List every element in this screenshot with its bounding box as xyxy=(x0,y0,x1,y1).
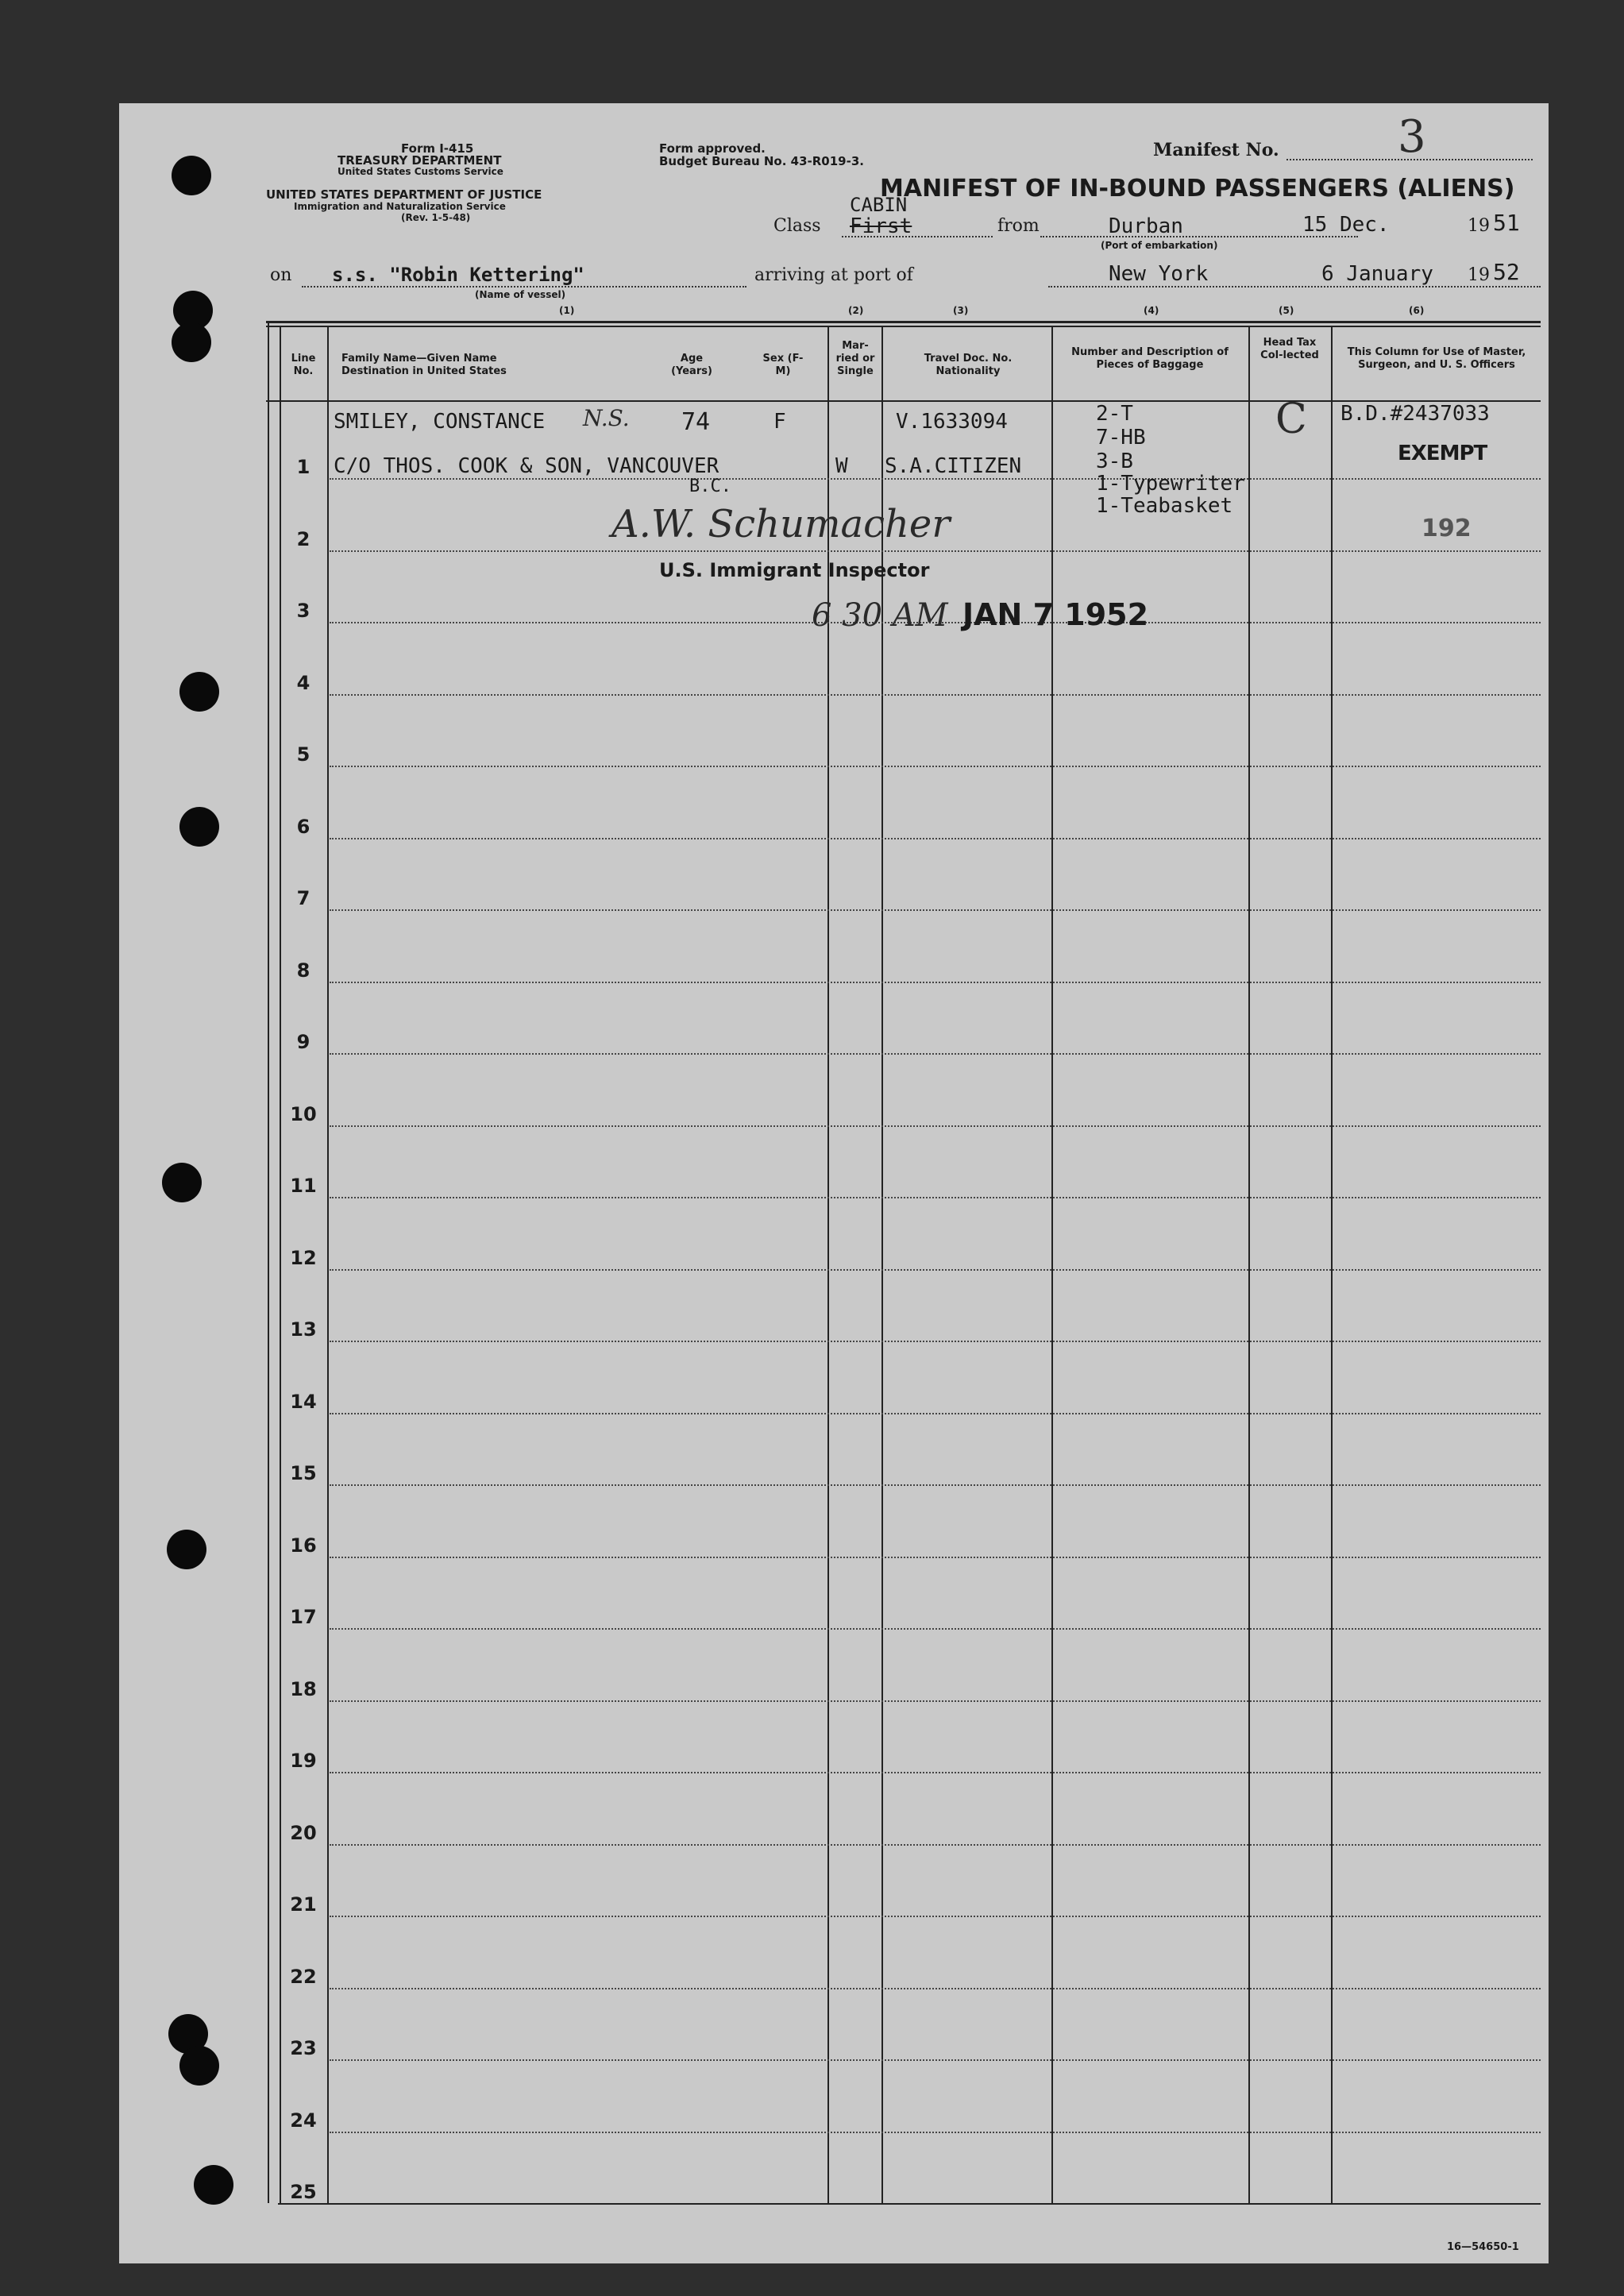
row-number: 6 xyxy=(296,815,311,838)
punch-hole xyxy=(179,672,219,712)
header-destination: Destination in United States xyxy=(341,365,507,377)
passenger-destination-2: B.C. xyxy=(689,477,731,496)
header-officers: This Column for Use of Master, Surgeon, and U. S. Officers xyxy=(1347,346,1526,371)
header-line-no: Line No. xyxy=(291,353,316,377)
table-left-border xyxy=(268,321,269,2203)
punch-hole xyxy=(172,322,211,362)
punch-hole xyxy=(172,156,211,195)
from-label: from xyxy=(997,216,1040,236)
passenger-marital: W xyxy=(835,454,848,478)
col-num-2: (2) xyxy=(848,305,864,316)
on-label: on xyxy=(270,265,292,285)
row-number: 1 xyxy=(296,456,311,478)
row-number: 13 xyxy=(290,1318,317,1341)
row-rule xyxy=(330,694,1541,696)
inspection-time: 6 30 AM xyxy=(812,597,948,634)
inspection-date-stamp: JAN 7 1952 xyxy=(962,597,1149,632)
vessel-caption: (Name of vessel) xyxy=(475,289,566,300)
table-bottom-rule xyxy=(278,2203,1541,2205)
row-rule xyxy=(330,1557,1541,1558)
row-rule xyxy=(330,1700,1541,1702)
col-divider-line xyxy=(327,326,329,2203)
punch-hole xyxy=(162,1163,202,1202)
row-rule xyxy=(330,2059,1541,2061)
row-number: 5 xyxy=(296,743,311,766)
baggage-5: 1-Teabasket xyxy=(1096,494,1233,518)
approval-note: Form approved. xyxy=(659,141,766,156)
class-line xyxy=(842,236,993,237)
row-rule xyxy=(330,838,1541,839)
row-rule xyxy=(330,1413,1541,1414)
header-head-tax: Head Tax Col-lected xyxy=(1260,337,1319,361)
row-number: 22 xyxy=(290,1965,317,1988)
row-rule xyxy=(330,1916,1541,1917)
row-rule xyxy=(330,1125,1541,1127)
row-number: 10 xyxy=(290,1102,317,1125)
officer-number-2: 192 xyxy=(1421,515,1472,542)
header-age: Age (Years) xyxy=(671,353,712,377)
row-number: 16 xyxy=(290,1534,317,1557)
travel-doc-number: V.1633094 xyxy=(896,410,1008,434)
row-rule xyxy=(330,1197,1541,1198)
nationality: S.A.CITIZEN xyxy=(885,454,1022,478)
officer-bd-number: B.D.#2437033 xyxy=(1340,402,1490,426)
passenger-destination: C/O THOS. COOK & SON, VANCOUVER xyxy=(334,454,719,478)
arrival-port: New York xyxy=(1109,262,1209,286)
row-number: 19 xyxy=(290,1750,317,1772)
baggage-2: 7-HB xyxy=(1096,426,1146,450)
row-number: 7 xyxy=(296,887,311,909)
header-marital: Mar-ried or Single xyxy=(835,340,875,377)
port-embark-caption: (Port of embarkation) xyxy=(1101,240,1218,251)
row-rule xyxy=(330,478,1541,480)
row-number: 2 xyxy=(296,527,311,550)
form-number: Form I-415 xyxy=(401,141,474,156)
punch-hole xyxy=(179,2046,219,2086)
departure-year-prefix: 19 xyxy=(1468,216,1490,236)
row-rule xyxy=(330,909,1541,911)
row-number: 18 xyxy=(290,1677,317,1700)
passenger-age: 74 xyxy=(681,408,711,436)
punch-hole xyxy=(167,1530,206,1569)
header-baggage: Number and Description of Pieces of Baggage xyxy=(1071,346,1229,371)
row-rule xyxy=(330,1844,1541,1846)
row-rule xyxy=(330,766,1541,767)
row-number: 17 xyxy=(290,1606,317,1628)
doj-heading: UNITED STATES DEPARTMENT OF JUSTICE xyxy=(266,187,542,202)
col-num-3: (3) xyxy=(953,305,969,316)
class-label: Class xyxy=(773,216,821,236)
row-number: 23 xyxy=(290,2037,317,2059)
treasury-dept: TREASURY DEPARTMENT xyxy=(338,153,502,168)
row-number: 3 xyxy=(296,600,311,622)
table-top-rule xyxy=(266,321,1541,323)
manifest-label: Manifest No. xyxy=(1153,140,1279,160)
row-number: 21 xyxy=(290,1893,317,1916)
head-tax-mark: C xyxy=(1275,396,1307,443)
row-rule xyxy=(330,1988,1541,1989)
col-num-6: (6) xyxy=(1409,305,1425,316)
inspector-signature: A.W. Schumacher xyxy=(611,502,951,546)
col-num-1: (1) xyxy=(559,305,575,316)
header-name: Family Name—Given Name xyxy=(341,353,497,365)
col-num-5: (5) xyxy=(1279,305,1294,316)
col-num-4: (4) xyxy=(1144,305,1159,316)
col-divider-tax xyxy=(1248,326,1250,2203)
exempt-stamp: EXEMPT xyxy=(1398,442,1487,465)
table-top-rule-2 xyxy=(266,326,1541,327)
port-embarkation: Durban xyxy=(1109,214,1183,238)
row-number: 14 xyxy=(290,1390,317,1413)
footer-code: 16—54650-1 xyxy=(1447,2241,1519,2253)
row-rule xyxy=(330,1053,1541,1055)
col-divider-officers xyxy=(1331,326,1333,2203)
customs-service: United States Customs Service xyxy=(338,166,503,177)
passenger-sex: F xyxy=(773,410,786,434)
ins-heading: Immigration and Naturalization Service xyxy=(294,201,506,212)
arrival-date: 6 January xyxy=(1321,262,1433,286)
baggage-1: 2-T xyxy=(1096,402,1133,426)
row-number: 8 xyxy=(296,959,311,982)
class-typed: First xyxy=(850,214,912,238)
baggage-4: 1-Typewriter xyxy=(1096,472,1245,496)
row-rule xyxy=(330,1628,1541,1630)
budget-bureau: Budget Bureau No. 43-R019-3. xyxy=(659,154,864,168)
row-number: 12 xyxy=(290,1246,317,1269)
departure-year: 51 xyxy=(1493,210,1520,236)
arrival-line xyxy=(1048,286,1541,287)
row-number: 9 xyxy=(296,1031,311,1053)
class-written: CABIN xyxy=(850,194,908,216)
punch-hole xyxy=(179,807,219,847)
row-rule xyxy=(330,2132,1541,2133)
punch-hole xyxy=(194,2165,233,2205)
row-number: 25 xyxy=(290,2181,317,2203)
arrival-year-prefix: 19 xyxy=(1468,265,1490,285)
vessel-line xyxy=(302,286,746,287)
header-travel-doc: Travel Doc. No. Nationality xyxy=(924,353,1013,377)
vessel-name: s.s. "Robin Kettering" xyxy=(332,264,584,286)
row-number: 4 xyxy=(296,671,311,694)
manifest-number: 3 xyxy=(1398,111,1426,163)
departure-date: 15 Dec. xyxy=(1302,213,1390,237)
row-rule xyxy=(330,1341,1541,1342)
passenger-name: SMILEY, CONSTANCE xyxy=(334,410,546,434)
revision-date: (Rev. 1-5-48) xyxy=(401,212,471,223)
row-rule xyxy=(330,1772,1541,1773)
passenger-name-note: N.S. xyxy=(583,405,630,431)
row-number: 24 xyxy=(290,2109,317,2132)
row-number: 11 xyxy=(290,1175,317,1197)
row-number: 15 xyxy=(290,1462,317,1484)
baggage-3: 3-B xyxy=(1096,450,1133,473)
row-rule xyxy=(330,1484,1541,1486)
row-number: 20 xyxy=(290,1821,317,1844)
row-rule xyxy=(330,1269,1541,1271)
arriving-label: arriving at port of xyxy=(754,265,913,285)
manifest-title: MANIFEST OF IN-BOUND PASSENGERS (ALIENS) xyxy=(880,175,1515,203)
arrival-year: 52 xyxy=(1493,259,1520,285)
manifest-number-line xyxy=(1286,159,1533,160)
header-sex: Sex (F-M) xyxy=(762,353,804,377)
inspector-caption: U.S. Immigrant Inspector xyxy=(659,559,930,581)
row-rule xyxy=(330,982,1541,983)
row-rule xyxy=(330,550,1541,552)
